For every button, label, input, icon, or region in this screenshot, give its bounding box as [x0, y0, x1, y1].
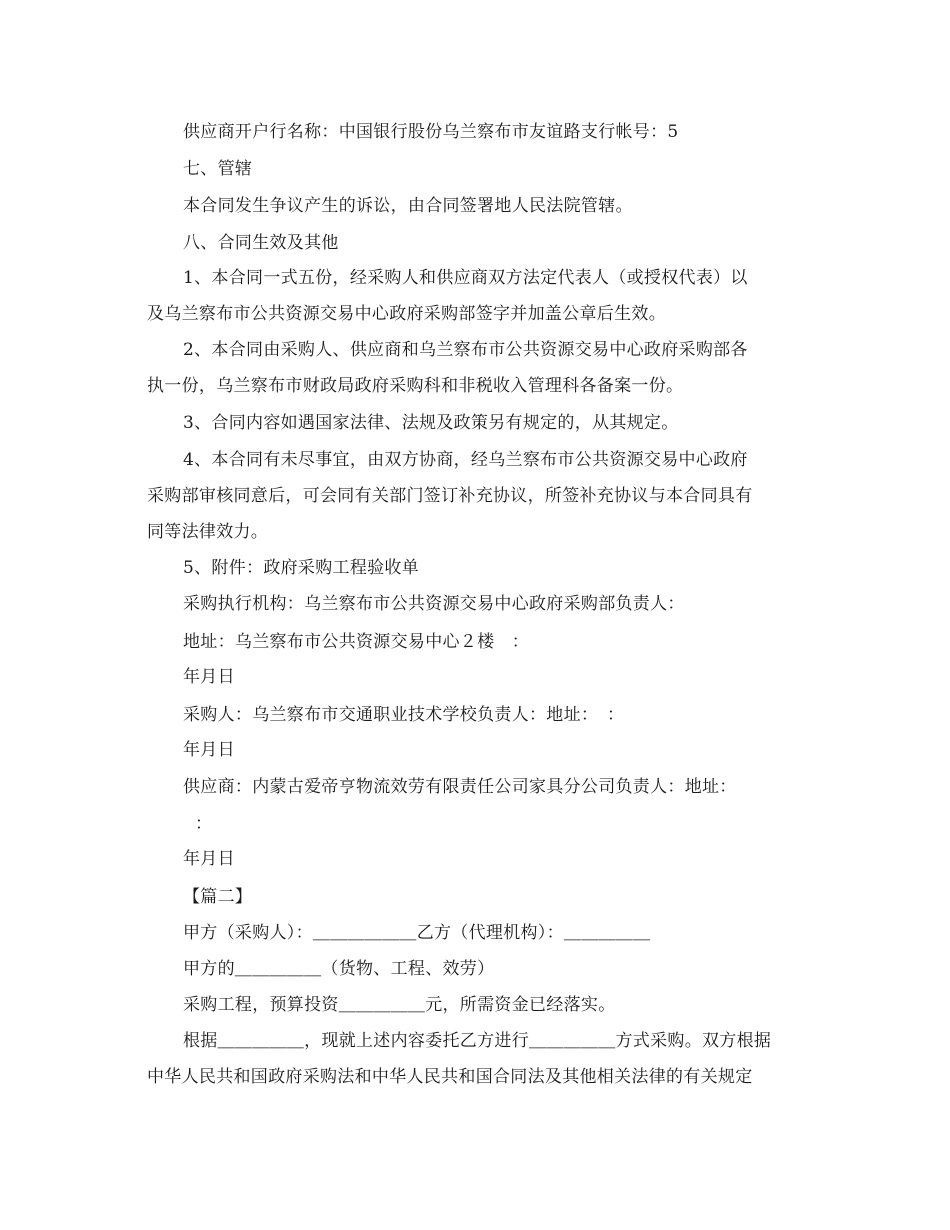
- supplier-line: 供应商：内蒙古爱帝亨物流效劳有限责任公司家具分公司负责人：地址：: [183, 777, 737, 797]
- date-line-1: 年月日: [183, 667, 235, 687]
- clause-2-line-1: 2、本合同由采购人、供应商和乌兰察布市公共资源交易中心政府采购部各: [183, 340, 748, 360]
- parties-line: 甲方（采购人）：＿＿＿＿＿＿乙方（代理机构）：＿＿＿＿＿: [183, 923, 651, 943]
- clause-1-line-2: 及乌兰察布市公共资源交易中心政府采购部签字并加盖公章后生效。: [147, 304, 666, 324]
- supplier-colon-line: ：: [195, 814, 213, 834]
- clause-1-line-1: 1、本合同一式五份，经采购人和供应商双方法定代表人（或授权代表）以: [183, 268, 748, 288]
- jurisdiction-paragraph: 本合同发生争议产生的诉讼，由合同签署地人民法院管辖。: [183, 196, 633, 216]
- purchaser-line: 采购人：乌兰察布市交通职业技术学校负责人：地址： ：: [183, 705, 625, 725]
- executing-agency-line: 采购执行机构：乌兰察布市公共资源交易中心政府采购部负责人：: [183, 594, 685, 614]
- clause-3: 3、合同内容如遇国家法律、法规及政策另有规定的，从其规定。: [183, 413, 679, 433]
- date-line-3: 年月日: [183, 849, 235, 869]
- budget-line: 采购工程，预算投资＿＿＿＿＿元，所需资金已经落实。: [183, 995, 616, 1015]
- clause-4-line-1: 4、本合同有未尽事宜，由双方协商，经乌兰察布市公共资源交易中心政府: [183, 450, 748, 470]
- section-effectiveness-heading: 八、合同生效及其他: [183, 233, 339, 253]
- part-two-heading: 【篇二】: [183, 887, 253, 907]
- clause-5-attachment: 5、附件：政府采购工程验收单: [183, 558, 420, 578]
- clause-4-line-3: 同等法律效力。: [147, 522, 269, 542]
- basis-line-1: 根据＿＿＿＿＿，现就上述内容委托乙方进行＿＿＿＿＿方式采购。双方根据: [183, 1031, 772, 1051]
- clause-4-line-2: 采购部审核同意后，可会同有关部门签订补充协议，所签补充协议与本合同具有: [147, 486, 753, 506]
- clause-2-line-2: 执一份，乌兰察布市财政局政府采购科和非税收入管理科各备案一份。: [147, 376, 684, 396]
- bank-account-line: 供应商开户行名称：中国银行股份乌兰察布市友谊路支行帐号：5: [183, 122, 679, 142]
- agency-address-line: 地址：乌兰察布市公共资源交易中心２楼 ：: [183, 632, 529, 652]
- date-line-2: 年月日: [183, 740, 235, 760]
- basis-line-2: 中华人民共和国政府采购法和中华人民共和国合同法及其他相关法律的有关规定: [147, 1067, 753, 1087]
- party-a-items-line: 甲方的＿＿＿＿＿（货物、工程、效劳）: [183, 959, 495, 979]
- section-jurisdiction-heading: 七、管辖: [183, 159, 253, 179]
